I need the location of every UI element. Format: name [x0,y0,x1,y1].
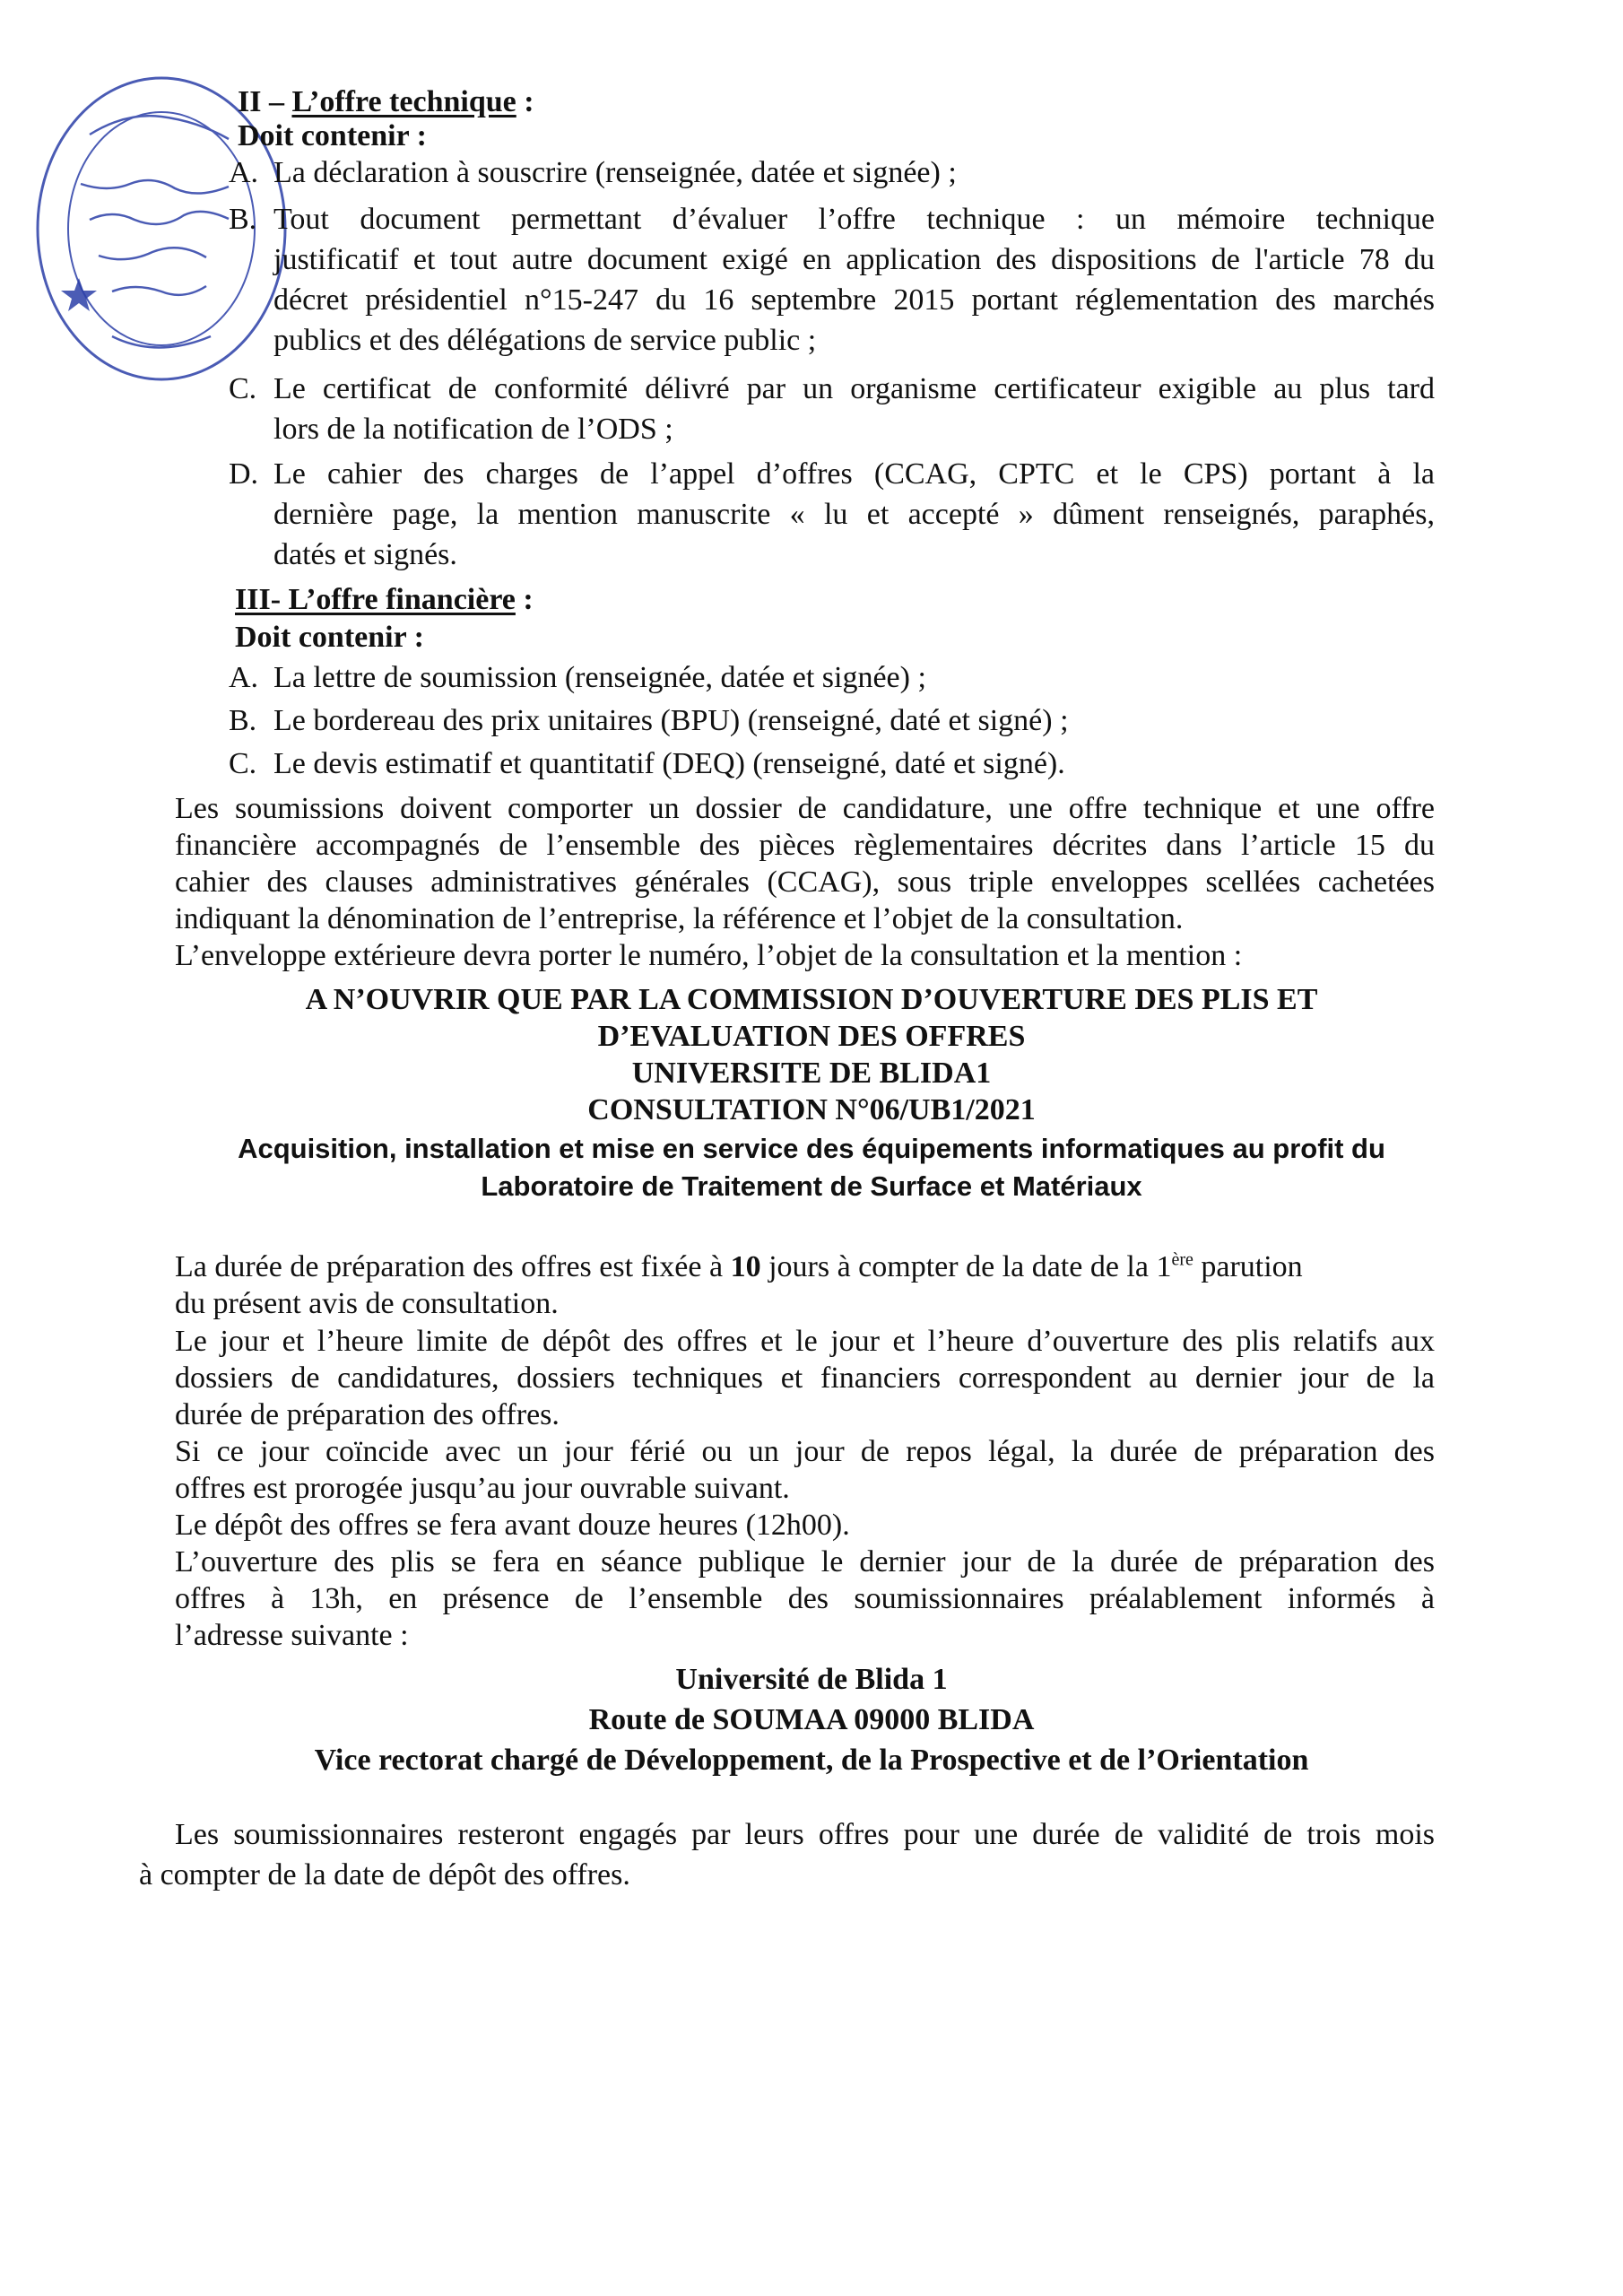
list-item: Le cahier des charges de l’appel d’offres (CCAG, CPTC et le CPS) portant à la [273,457,1435,491]
list-item-line: décret présidentiel n°15-247 du 16 septembre 2015 portant réglementation des marchés [273,283,1435,317]
paragraph-line: l’adresse suivante : [175,1619,409,1652]
list-item-line: justificatif et tout autre document exigé en application des dispositions de l'article 78 du [273,243,1435,276]
consultation-number: CONSULTATION N°06/UB1/2021 [587,1093,1036,1126]
soumissions-paragraph-line: Les soumissions doivent comporter un dossier de candidature, une offre technique et une offre [175,792,1435,825]
validity-paragraph-line: Les soumissionnaires resteront engagés par leurs offres pour une durée de validité de trois mois [175,1818,1435,1851]
paragraph-line: offres est prorogée jusqu’au jour ouvrable suivant. [175,1472,790,1505]
mention-line: A N’OUVRIR QUE PAR LA COMMISSION D’OUVERTURE DES PLIS ET [305,983,1318,1016]
list-marker: C. [229,372,257,405]
list-item-line: lors de la notification de l’ODS ; [273,413,673,446]
address-line: Université de Blida 1 [675,1663,948,1696]
soumissions-paragraph-line: financière accompagnés de l’ensemble des pièces règlementaires décrites dans l’article 15 du [175,829,1435,862]
paragraph-line: L’ouverture des plis se fera en séance publique le dernier jour de la durée de préparation des [175,1545,1435,1578]
address-line: Vice rectorat chargé de Développement, de la Prospective et de l’Orientation [314,1744,1309,1777]
list-marker: A. [229,661,259,694]
list-item-line: publics et des délégations de service public ; [273,324,817,357]
mention-line: D’EVALUATION DES OFFRES [597,1020,1026,1053]
validity-paragraph-line: à compter de la date de dépôt des offres. [139,1858,630,1892]
address-line: Route de SOUMAA 09000 BLIDA [588,1703,1035,1736]
section-subtitle: Doit contenir : [238,119,427,152]
list-item: Le bordereau des prix unitaires (BPU) (renseigné, daté et signé) ; [273,704,1069,737]
duree-paragraph: La durée de préparation des offres est fixée à 10 jours à compter de la date de la 1ère parution [175,1249,1303,1283]
section-subtitle: Doit contenir : [235,621,424,654]
paragraph-line: durée de préparation des offres. [175,1398,560,1431]
list-marker: A. [229,156,259,189]
duree-paragraph-line: du présent avis de consultation. [175,1287,559,1320]
list-item-line: datés et signés. [273,538,457,571]
list-item-line: dernière page, la mention manuscrite « lu et accepté » dûment renseignés, paraphés, [273,498,1435,531]
section-title-offre-financiere: III- L’offre financière : [235,583,534,616]
paragraph-line: Le jour et l’heure limite de dépôt des offres et le jour et l’heure d’ouverture des plis relatifs aux [175,1325,1435,1358]
consultation-object: Acquisition, installation et mise en service des équipements informatiques au profit du [238,1133,1385,1164]
paragraph-line: offres à 13h, en présence de l’ensemble des soumissionnaires préalablement informés à [175,1582,1435,1615]
consultation-object-line: Laboratoire de Traitement de Surface et Matériaux [481,1170,1142,1202]
soumissions-paragraph-line: L’enveloppe extérieure devra porter le numéro, l’objet de la consultation et la mention : [175,939,1243,972]
stamp-inner-ring [68,112,255,345]
list-item: La déclaration à souscrire (renseignée, datée et signée) ; [273,156,957,189]
soumissions-paragraph-line: cahier des clauses administratives générales (CCAG), sous triple enveloppes scellées cachetées [175,865,1435,899]
paragraph-line: dossiers de candidatures, dossiers techniques et financiers correspondent au dernier jour de la [175,1361,1435,1395]
soumissions-paragraph-line: indiquant la dénomination de l’entreprise, la référence et l’objet de la consultation. [175,902,1184,935]
list-marker: B. [229,704,257,737]
list-item: Tout document permettant d’évaluer l’offre technique : un mémoire technique [273,203,1435,236]
section-title-offre-technique: II – L’offre technique : [238,85,534,118]
mention-line: UNIVERSITE DE BLIDA1 [631,1057,992,1090]
paragraph-line: Si ce jour coïncide avec un jour férié ou un jour de repos légal, la durée de préparation des [175,1435,1435,1468]
list-item: Le certificat de conformité délivré par un organisme certificateur exigible au plus tard [273,372,1435,405]
list-marker: C. [229,747,257,780]
list-marker: D. [229,457,259,491]
list-item: La lettre de soumission (renseignée, datée et signée) ; [273,661,926,694]
list-item: Le devis estimatif et quantitatif (DEQ) (renseigné, daté et signé). [273,747,1065,780]
paragraph-line: Le dépôt des offres se fera avant douze heures (12h00). [175,1509,850,1542]
list-marker: B. [229,203,257,236]
